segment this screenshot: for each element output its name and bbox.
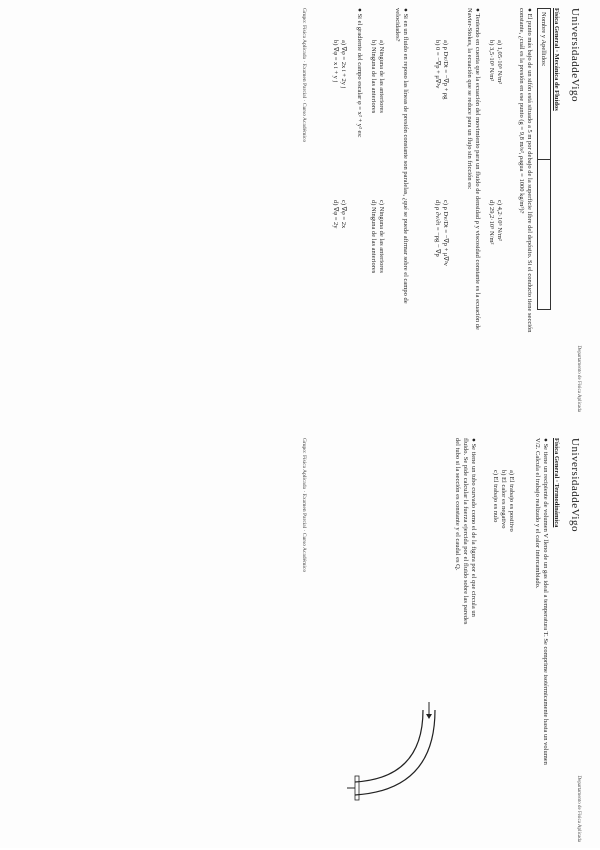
question-text: Si en un fluido en reposo las líneas de presión constante son paralelas, ¿qué se puede afirmar sobre el campo de velocidades? bbox=[394, 8, 409, 304]
option: c) 4,2·10⁵ N/m² bbox=[496, 200, 503, 241]
options-q3b bbox=[369, 200, 385, 273]
question-1 bbox=[533, 438, 549, 768]
question-text: Se tiene un recipiente de volumen V lleno de un gas ideal a temperatura T. Se comprime isotérmicamente hasta un volumen V/2. Calcula el trabajo realizado y el calor intercambiado. bbox=[534, 438, 549, 765]
question-text: El punto más bajo de un sifón está situado a 5 m por debajo de la superficie libre del depósito. Si el conducto tiene sección constante, ¿cuál es la presión en ese punto (g = 9,8 m/s², ρagua = 1000 kg/m³)? bbox=[518, 8, 533, 333]
option: b) Ninguna de las anteriores bbox=[370, 40, 377, 114]
score-box bbox=[538, 159, 550, 310]
options-q1 bbox=[491, 470, 515, 532]
bullet-icon: ● bbox=[526, 8, 533, 12]
arrow-head-icon bbox=[426, 714, 432, 719]
option: a) ρ Dv/Dt = −∇p + ρg bbox=[442, 40, 449, 100]
question-text: Teniendo en cuenta que la ecuación del movimiento para un fluido de densidad ρ y viscosidad constante es la ecuación de Navier-Stokes, la ecuación que se reduce para un flujo sin fricción es: bbox=[466, 8, 481, 330]
bullet-icon: ● bbox=[474, 8, 481, 12]
subject-line: Física General · Mecánica de Fluidos bbox=[553, 8, 560, 111]
question-text: Se tiene un tubo curvado como el de la figura por el que circula un fluido. Se pide calcular la fuerza ejercida por el fluido sobre las paredes del tubo si la sección es constante y el caudal es Q. bbox=[454, 438, 477, 625]
bullet-icon: ● bbox=[542, 438, 549, 442]
bullet-icon: ● bbox=[470, 438, 477, 442]
university-logo-text: Universidad​de​Vigo bbox=[569, 8, 581, 102]
option: d) ρ ∂v/∂t = −ρg − ∇p bbox=[434, 200, 441, 257]
option: b) 3,5·10⁵ N/m² bbox=[488, 40, 495, 82]
option: a) 1,05·10⁵ N/m² bbox=[496, 40, 503, 85]
option: b) ∇φ = x i + y j bbox=[332, 40, 339, 83]
option: d) 29,2·10⁵ N/m² bbox=[488, 200, 495, 245]
question-1 bbox=[517, 8, 533, 338]
option: c) ∇φ = 2x bbox=[340, 200, 347, 229]
page-footer: Grupo: Física Aplicada · Examen Parcial · Curso Académico bbox=[301, 438, 307, 573]
question-2 bbox=[465, 8, 481, 338]
option: b) 0 = −∇p + μ∇²v bbox=[434, 40, 441, 89]
curved-pipe-figure bbox=[345, 700, 445, 810]
page-footer: Grupo: Física Aplicada · Examen Parcial · Curso Académico bbox=[301, 8, 307, 143]
question-2 bbox=[453, 438, 477, 628]
name-box bbox=[537, 8, 551, 310]
pipe-flange bbox=[355, 776, 359, 800]
option: c) El trabajo es nulo bbox=[492, 470, 499, 523]
option: a) ∇φ = 2x i + 2y j bbox=[340, 40, 347, 89]
bullet-icon: ● bbox=[402, 8, 409, 12]
question-3 bbox=[393, 8, 409, 338]
options-q2b bbox=[433, 200, 449, 266]
option: a) El trabajo es positivo bbox=[508, 470, 515, 532]
name-label: Nombre y Apellidos: bbox=[540, 12, 547, 67]
option: d) ∇φ = 2y bbox=[332, 200, 339, 229]
options-q4b bbox=[331, 200, 347, 229]
option: a) Ninguna de las anteriores bbox=[378, 40, 385, 113]
pipe-outer-wall bbox=[355, 710, 435, 795]
option: c) Ninguna de las anteriores bbox=[378, 200, 385, 273]
option: b) El calor es negativo bbox=[500, 470, 507, 529]
options-q1b bbox=[487, 200, 503, 244]
university-logo-text: Universidad​de​Vigo bbox=[569, 438, 581, 532]
pipe-inner-wall bbox=[355, 710, 423, 782]
department-header: Departamento de Física Aplicada bbox=[576, 775, 581, 842]
subject-line: Física General · Termodinámica bbox=[553, 438, 560, 528]
option: c) ρ Dv/Dt = −∇p + μ∇²v bbox=[442, 200, 449, 266]
exam-page-top bbox=[295, 0, 585, 420]
department-header: Departamento de Física Aplicada bbox=[576, 345, 581, 412]
bullet-icon: ● bbox=[356, 8, 363, 12]
question-text: Si el gradiente del campo escalar φ = x² + y² es: bbox=[356, 13, 363, 138]
question-4 bbox=[355, 8, 363, 338]
options-q1 bbox=[487, 40, 503, 84]
options-q3 bbox=[369, 40, 385, 113]
options-q4 bbox=[331, 40, 347, 88]
option: d) Ninguna de las anteriores bbox=[370, 200, 377, 274]
options-q2 bbox=[433, 40, 449, 99]
exam-page-bottom bbox=[295, 430, 585, 850]
